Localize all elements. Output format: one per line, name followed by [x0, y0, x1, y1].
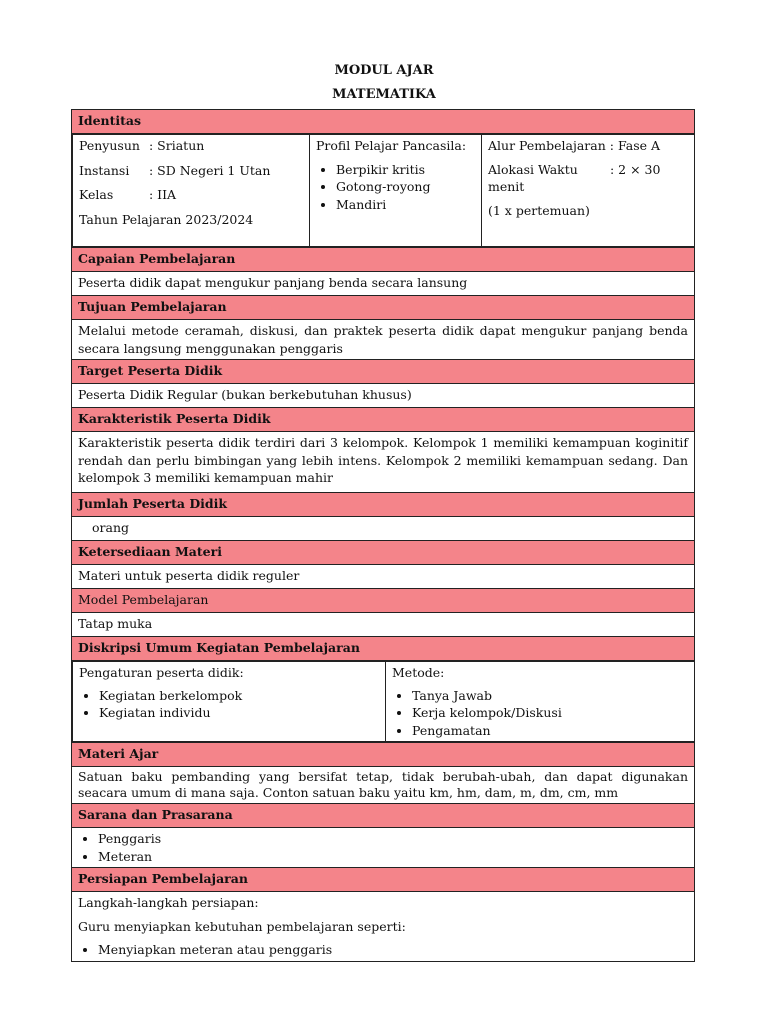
profil-list [316, 161, 475, 214]
list-item: • Menyiapkan meteran atau penggaris [98, 941, 688, 959]
persiapan-line2: Guru menyiapkan kebutuhan pembelajaran seperti: [78, 918, 406, 934]
materi-header: Materi Ajar [72, 743, 695, 767]
metode-col [386, 662, 695, 742]
tujuan-text: Melalui metode ceramah, diskusi, dan praktek peserta didik dapat mengukur panjang benda secara langsung menggunakan penggaris [72, 320, 695, 360]
penyusun-value: : Sriatun [149, 138, 205, 153]
capaian-text: Peserta didik dapat mengukur panjang benda secara lansung [72, 272, 695, 296]
profil-label: Profil Pelajar Pancasila: [316, 138, 467, 153]
tujuan-header: Tujuan Pembelajaran [72, 296, 695, 320]
model-text: Tatap muka [72, 613, 695, 637]
alokasi-unit: menit [488, 179, 525, 194]
list-item: • Kerja kelompok/Diskusi [412, 704, 688, 722]
instansi-value: : SD Negeri 1 Utan [149, 162, 271, 178]
document-title: MODUL AJAR [334, 63, 434, 78]
identitas-cell [72, 134, 695, 248]
diskripsi-header: Diskripsi Umum Kegiatan Pembelajaran [72, 637, 695, 661]
modul-table [71, 109, 695, 962]
alur-col [482, 135, 695, 247]
metode-label: Metode: [392, 665, 445, 680]
instansi-label: Instansi [79, 162, 130, 178]
sarana-cell [72, 828, 695, 868]
jumlah-header: Jumlah Peserta Didik [72, 493, 695, 517]
persiapan-list [78, 941, 688, 959]
alokasi-value: : 2 × 30 [610, 161, 661, 177]
list-item: • Kegiatan individu [99, 704, 379, 722]
list-item: • Penggaris [98, 830, 688, 848]
pengaturan-list [79, 687, 379, 722]
model-header: Model Pembelajaran [72, 589, 695, 613]
list-item: • Gotong-royong [336, 178, 475, 196]
diskripsi-cell [72, 661, 695, 743]
tahun-pelajaran: Tahun Pelajaran 2023/2024 [79, 211, 254, 227]
target-header: Target Peserta Didik [72, 360, 695, 384]
ketersediaan-header: Ketersediaan Materi [72, 541, 695, 565]
list-item: • Berpikir kritis [336, 161, 475, 179]
pengaturan-label: Pengaturan peserta didik: [79, 665, 244, 680]
pertemuan: (1 x pertemuan) [488, 202, 590, 218]
pengaturan-col [73, 662, 386, 742]
persiapan-line1: Langkah-langkah persiapan: [78, 895, 259, 910]
persiapan-cell [72, 892, 695, 962]
kelas-label: Kelas [79, 187, 114, 202]
kelas-value: : IIA [149, 187, 177, 202]
karakteristik-header: Karakteristik Peserta Didik [72, 408, 695, 432]
karakteristik-text: Karakteristik peserta didik terdiri dari 3 kelompok. Kelompok 1 memiliki kemampuan koginitif rendah dan perlu bimbingan yang lebih intens. Kelompok 2 memiliki kemampuan sedang. Dan kelompok 3 memiliki kemampuan mahir [72, 432, 695, 493]
penyusun-label: Penyusun [79, 138, 140, 153]
list-item: • Mandiri [336, 196, 475, 214]
metode-list [392, 687, 688, 740]
list-item: • Tanya Jawab [412, 687, 688, 705]
sarana-list [78, 830, 688, 865]
target-text: Peserta Didik Regular (bukan berkebutuhan khusus) [72, 384, 695, 408]
persiapan-header: Persiapan Pembelajaran [72, 868, 695, 892]
capaian-header: Capaian Pembelajaran [72, 248, 695, 272]
profil-col [310, 135, 482, 247]
materi-text: Satuan baku pembanding yang bersifat tetap, tidak berubah-ubah, dan dapat digunakan seacara umum di mana saja. Conton satuan baku yaitu km, hm, dam, m, dm, cm, mm [72, 767, 695, 804]
list-item: • Kegiatan berkelompok [99, 687, 379, 705]
alokasi-label: Alokasi Waktu [488, 161, 578, 177]
list-item: • Meteran [98, 848, 688, 866]
sarana-header: Sarana dan Prasarana [72, 804, 695, 828]
jumlah-text: orang [72, 517, 695, 541]
identitas-grid [72, 134, 694, 247]
ketersediaan-text: Materi untuk peserta didik reguler [72, 565, 695, 589]
diskripsi-grid [72, 661, 694, 742]
identitas-penyusun-col [73, 135, 310, 247]
identitas-header: Identitas [72, 110, 695, 134]
document-subtitle: MATEMATIKA [332, 87, 436, 102]
alur-pembelajaran: Alur Pembelajaran : Fase A [488, 138, 661, 153]
list-item: • Pengamatan [412, 722, 688, 740]
